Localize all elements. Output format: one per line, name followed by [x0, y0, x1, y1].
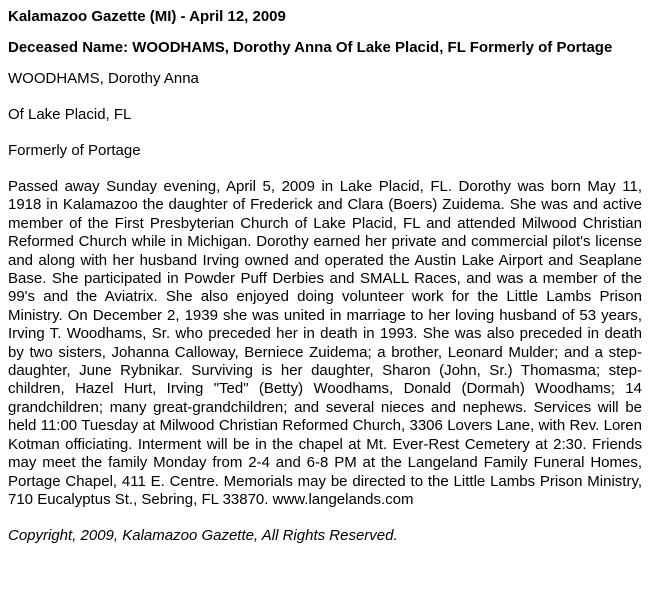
residence-line: Of Lake Placid, FL	[8, 106, 132, 123]
source-heading: Kalamazoo Gazette (MI) - April 12, 2009	[8, 8, 286, 25]
former-residence-line: Formerly of Portage	[8, 142, 141, 159]
obituary-body: Passed away Sunday evening, April 5, 2009 in Lake Placid, FL. Dorothy was born May 11, 1918 in Kalamazoo the daughter of Frederick and Clara (Boers) Zuidema. She was and active member of the First Presbyterian Church of Lake Placid, FL and attended Milwood Christian Reformed Church while in Michigan. Dorothy earned her private and commercial pilot's license and along with her husband Irving owned and operated the Austin Lake Airport and Seaplane Base. She participated in Powder Puff Derbies and SMALL Races, and was a member of the 99's and the Aviatrix. She also enjoyed doing volunteer work for the Little Lambs Prison Ministry. On December 2, 1939 she was united in marriage to her loving husband of 53 years, Irving T. Woodhams, Sr. who preceded her in death in 1993. She was also preceded in death by two sisters, Johanna Calloway, Berniece Zuidema; a brother, Leonard Mulder; and a step-daughter, June Rybnikar. Surviving is her daughter, Sharon (John, Sr.) Thomasma; step-children, Hazel Hurt, Irving "Ted" (Betty) Woodhams, Donald (Dormah) Woodhams; 14 grandchildren; many great-grandchildren; and several nieces and nephews. Services will be held 11:00 Tuesday at Milwood Christian Reformed Church, 3306 Lovers Lane, with Rev. Loren Kotman officiating. Interment will be in the chapel at Mt. Ever-Rest Cemetery at 2:30. Friends may meet the family Monday from 2-4 and 6-8 PM at the Langeland Family Funeral Homes, Portage Chapel, 411 E. Centre. Memorials may be directed to the Little Lambs Prison Ministry, 710 Eucalyptus St., Sebring, FL 33870. www.langelands.com	[8, 178, 642, 508]
deceased-heading: Deceased Name: WOODHAMS, Dorothy Anna Of Lake Placid, FL Formerly of Portage	[8, 39, 613, 56]
deceased-name: WOODHAMS, Dorothy Anna	[8, 70, 199, 87]
copyright-notice: Copyright, 2009, Kalamazoo Gazette, All Rights Reserved.	[8, 527, 398, 545]
obituary-page	[8, 8, 642, 545]
